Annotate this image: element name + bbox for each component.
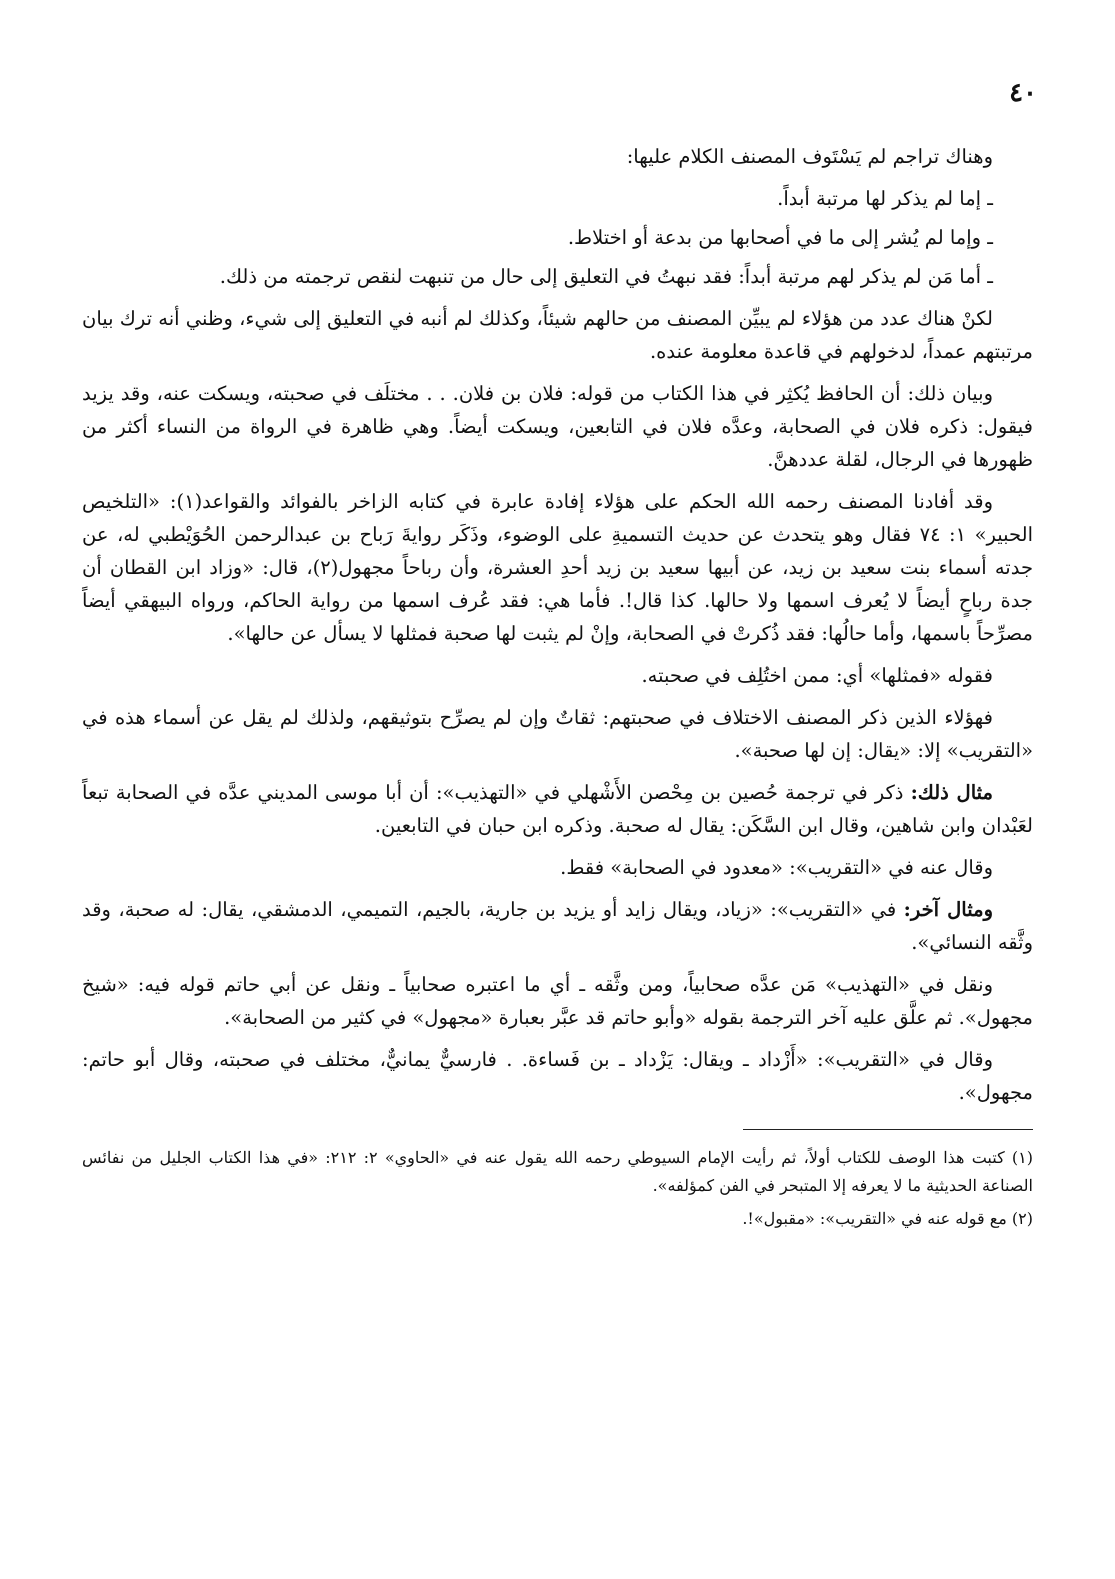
paragraph: فقوله «فمثلها» أي: ممن اختُلِف في صحبته.	[641, 664, 993, 687]
paragraph: ونقل في «التهذيب» مَن عدَّه صحابياً، ومن وثَّقه ـ أي ما اعتبره صحابياً ـ ونقل عن أبي حاتم قوله فيه: «شيخ مجهول». ثم علَّق عليه آخر الترجمة بقوله «وأبو حاتم قد عبَّر بعبارة «مجهول» في كثير من الصحابة».	[82, 973, 1033, 1029]
paragraph: وبيان ذلك: أن الحافظ يُكثِر في هذا الكتاب من قوله: فلان بن فلان. . . مختلَف في صحبته، ويسكت عنه، وقد يزيد فيقول: ذكره فلان في الصحابة، وعدَّه فلان في التابعين، ويسكت أيضاً. وهي ظاهرة في الرواة من النساء أكثر من ظهورها في الرجال، لقلة عددهنَّ.	[82, 382, 1033, 471]
list-item: ـ وإما لم يُشر إلى ما في أصحابها من بدعة أو اختلاط.	[567, 226, 993, 249]
footnotes	[82, 1144, 1033, 1233]
paragraph: ـ أما مَن لم يذكر لهم مرتبة أبداً: فقد نبهتُ في التعليق إلى حال من تنبهت لنقص ترجمته من ذلك.	[219, 265, 993, 288]
paragraph: وقال عنه في «التقريب»: «معدود في الصحابة» فقط.	[560, 856, 993, 879]
footnote-divider	[743, 1129, 1033, 1130]
paragraph: وقال في «التقريب»: «أَزْداد ـ ويقال: يَزْداد ـ بن فَساءة. . فارسيٌّ يمانيٌّ، مختلف في صحبته، وقال أبو حاتم: مجهول».	[82, 1048, 1033, 1104]
paragraph: وقد أفادنا المصنف رحمه الله الحكم على هؤلاء إفادة عابرة في كتابه الزاخر بالفوائد والقواعد(١): «التلخيص الحبير» ١: ٧٤ فقال وهو يتحدث عن حديث التسميةِ على الوضوء، وذَكَر روايةَ رَباح بن عبدالرحمن الحُوَيْطبي له، عن جدته أسماء بنت سعيد بن زيد، عن أبيها سعيد بن زيد أحدِ العشرة، وأن رباحاً مجهول(٢)، قال: «وزاد ابن القطان أن جدة رباحٍ أيضاً لا يُعرف اسمها ولا حالها. كذا قال!. فأما هي: فقد عُرف اسمها من رواية الحاكم، ورواه البيهقي أيضاً مصرِّحاً باسمها، وأما حالُها: فقد ذُكرتْ في الصحابة، وإنْ لم يثبت لها صحبة فمثلها لا يسأل عن حالها».	[82, 490, 1034, 645]
paragraph: ومثال آخر: في «التقريب»: «زياد، ويقال زايد أو يزيد بن جارية، بالجيم، التميمي، الدمشقي، يقال: له صحبة، وقد وثَّقه النسائي».	[82, 898, 1033, 954]
paragraph: وهناك تراجم لم يَسْتَوف المصنف الكلام عليها:	[626, 145, 993, 168]
list-item: ـ إما لم يذكر لها مرتبة أبداً.	[777, 187, 993, 210]
footnote: (١) كتبت هذا الوصف للكتاب أولاً، ثم رأيت الإمام السيوطي رحمه الله يقول عنه في «الحاوي» ٢: ٢١٢: «في هذا الكتاب الجليل من نفائس الصناعة الحديثية ما لا يعرفه إلا المتبحر في الفن كمؤلفه».	[82, 1148, 1034, 1195]
paragraph: لكنْ هناك عدد من هؤلاء لم يبيِّن المصنف من حالهم شيئاً، وكذلك لم أنبه في التعليق إلى شيء، وظني أنه ترك بيان مرتبتهم عمداً، لدخولهم في قاعدة معلومة عنده.	[82, 307, 1033, 363]
page-number: ٤٠	[1009, 78, 1037, 108]
footnote: (٢) مع قوله عنه في «التقريب»: «مقبول»!.	[742, 1209, 1033, 1228]
paragraph: مثال ذلك: ذكر في ترجمة حُصين بن مِحْصن الأَشْهلي في «التهذيب»: أن أبا موسى المديني عدَّه في الصحابة تبعاً لعَبْدان وابن شاهين، وقال ابن السَّكَن: يقال له صحبة. وذكره ابن حبان في التابعين.	[82, 781, 1033, 837]
body-text	[82, 140, 1033, 1109]
paragraph-lead: ومثال آخر:	[903, 898, 993, 921]
paragraph-lead: مثال ذلك:	[910, 781, 993, 804]
paragraph: فهؤلاء الذين ذكر المصنف الاختلاف في صحبتهم: ثقاتٌ وإن لم يصرِّح بتوثيقهم، ولذلك لم يقل عن أسماء هذه في «التقريب» إلا: «يقال: إن لها صحبة».	[82, 706, 1033, 762]
